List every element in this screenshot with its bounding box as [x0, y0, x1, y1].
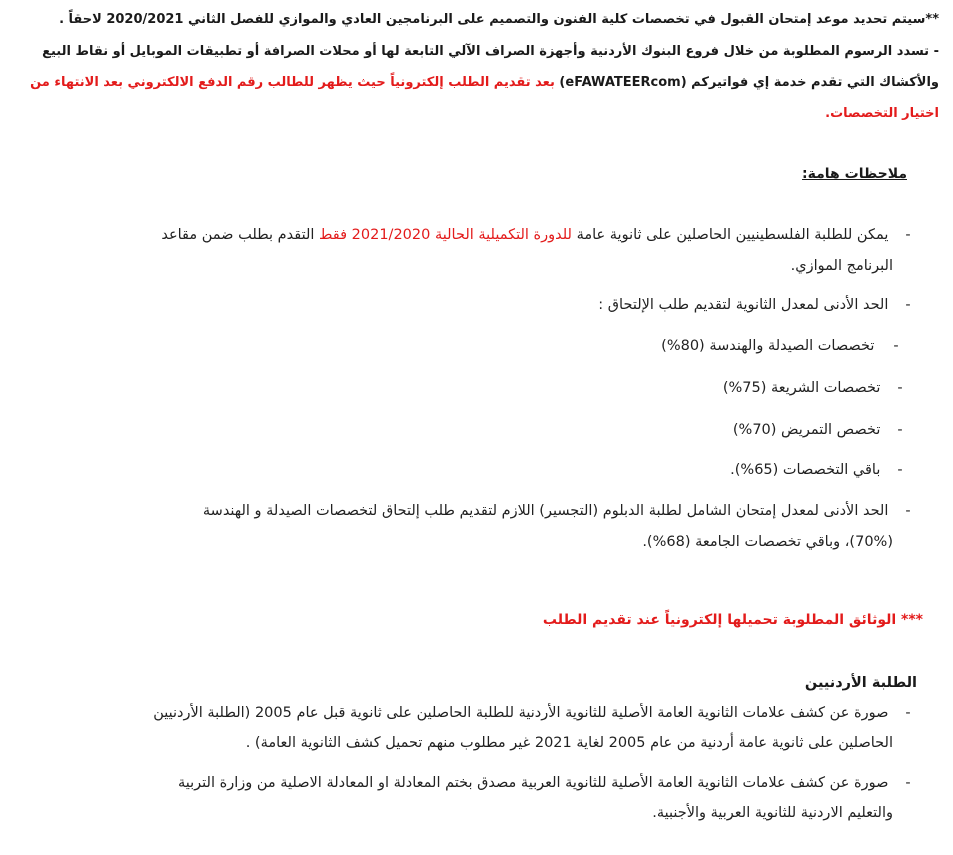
sub-item-4-text: باقي التخصصات (65%).	[730, 462, 881, 478]
sub-item-2-text: تخصصات الشريعة (75%)	[722, 380, 881, 396]
bullet-dash: -	[905, 775, 911, 791]
jordanian-item-1-cont	[246, 735, 893, 751]
sub-item-nursing	[733, 422, 915, 438]
sub-item-pharmacy-engineering	[661, 338, 913, 354]
notes-item-2-text: الحد الأدنى لمعدل الثانوية لتقديم طلب الإلتحاق :	[598, 297, 889, 313]
notes-heading	[802, 166, 907, 182]
jordanian-item-2-cont	[652, 805, 893, 821]
jordanian-item-2-text-b: والتعليم الاردنية للثانوية العربية والأجنبية.	[652, 805, 893, 821]
announcement-text-2: - تسدد الرسوم المطلوبة من خلال فروع البنوك الأردنية وأجهزة الصراف الآلي التابعة لها أو محلات الصرافة أو تطبيقات الموبايل أو نقاط البيع	[42, 44, 939, 59]
documents-heading-text: الوثائق المطلوبة تحميلها إلكترونياً عند تقديم الطلب	[542, 612, 897, 628]
notes-item-1	[161, 227, 923, 243]
bullet-dash: -	[905, 705, 911, 721]
jordanian-item-1	[153, 705, 923, 721]
sub-item-sharia	[723, 380, 915, 396]
announcement-line-4	[825, 106, 939, 121]
bullet-dash: -	[893, 338, 899, 354]
jordanian-heading-text: الطلبة الأردنيين	[804, 675, 917, 691]
announcement-text-1: **سيتم تحديد موعد إمتحان القبول في تخصصات كلية الفنون والتصميم على البرنامجين العادي والموازي للفصل الثاني 2020/2021 لاحقاً .	[59, 12, 939, 27]
bullet-dash: -	[905, 297, 911, 313]
notes-item-1-cont	[791, 258, 893, 274]
notes-heading-text: ملاحظات هامة:	[802, 166, 907, 182]
notes-item-3-text-a: الحد الأدنى لمعدل إمتحان الشامل لطلبة الدبلوم (التجسير) اللازم لتقديم طلب إلتحاق لتخصصات الصيدلة و الهندسة	[202, 503, 889, 519]
notes-item-3	[203, 503, 923, 519]
bullet-dash: -	[905, 227, 911, 243]
bullet-dash: -	[897, 422, 903, 438]
jordanian-item-1-text-a: صورة عن كشف علامات الثانوية العامة الأصلية للثانوية الأردنية للطلبة الحاصلين على ثانوية قبل عام 2005 (الطلبة الأردنيين	[153, 705, 889, 721]
notes-item-1-text-a: يمكن للطلبة الفلسطينيين الحاصلين على ثانوية عامة	[576, 227, 889, 243]
documents-heading	[543, 612, 923, 628]
announcement-text-3: والأكشاك التي تقدم خدمة إي فواتيركم (eFAWATEERcom)	[559, 75, 939, 90]
notes-item-3-cont	[642, 534, 893, 550]
sub-item-1-text: تخصصات الصيدلة والهندسة (80%)	[661, 338, 875, 354]
announcement-line-2	[42, 44, 939, 59]
announcement-text-4-red: اختيار التخصصات.	[825, 106, 939, 121]
notes-item-1-text-b: التقدم بطلب ضمن مقاعد	[161, 227, 315, 243]
notes-item-2	[598, 297, 923, 313]
announcement-line-3	[30, 75, 939, 90]
announcement-text-3-red: بعد تقديم الطلب إلكترونياً حيث يظهر للطالب رقم الدفع الالكتروني بعد الانتهاء من	[30, 75, 555, 90]
jordanian-item-2	[178, 775, 923, 791]
jordanian-item-2-text-a: صورة عن كشف علامات الثانوية العامة الأصلية للثانوية العربية مصدق بختم المعادلة او المعادلة الاصلية من وزارة التربية	[178, 775, 889, 791]
jordanian-heading	[805, 675, 917, 691]
notes-item-3-text-b: (70%)، وباقي تخصصات الجامعة (68%).	[642, 534, 893, 550]
documents-stars: ***	[901, 612, 923, 628]
bullet-dash: -	[897, 380, 903, 396]
bullet-dash: -	[897, 462, 903, 478]
notes-item-1-text-red: للدورة التكميلية الحالية 2021/2020 فقط	[319, 227, 572, 243]
sub-item-3-text: تخصص التمريض (70%)	[732, 422, 881, 438]
bullet-dash: -	[905, 503, 911, 519]
notes-item-1-text-c: البرنامج الموازي.	[790, 258, 893, 274]
announcement-line-1	[59, 12, 939, 27]
sub-item-others	[730, 462, 915, 478]
jordanian-item-1-text-b: الحاصلين على ثانوية عامة أردنية من عام 2005 لغاية 2021 غير مطلوب منهم تحميل كشف الثانوية العامة) .	[245, 735, 893, 751]
